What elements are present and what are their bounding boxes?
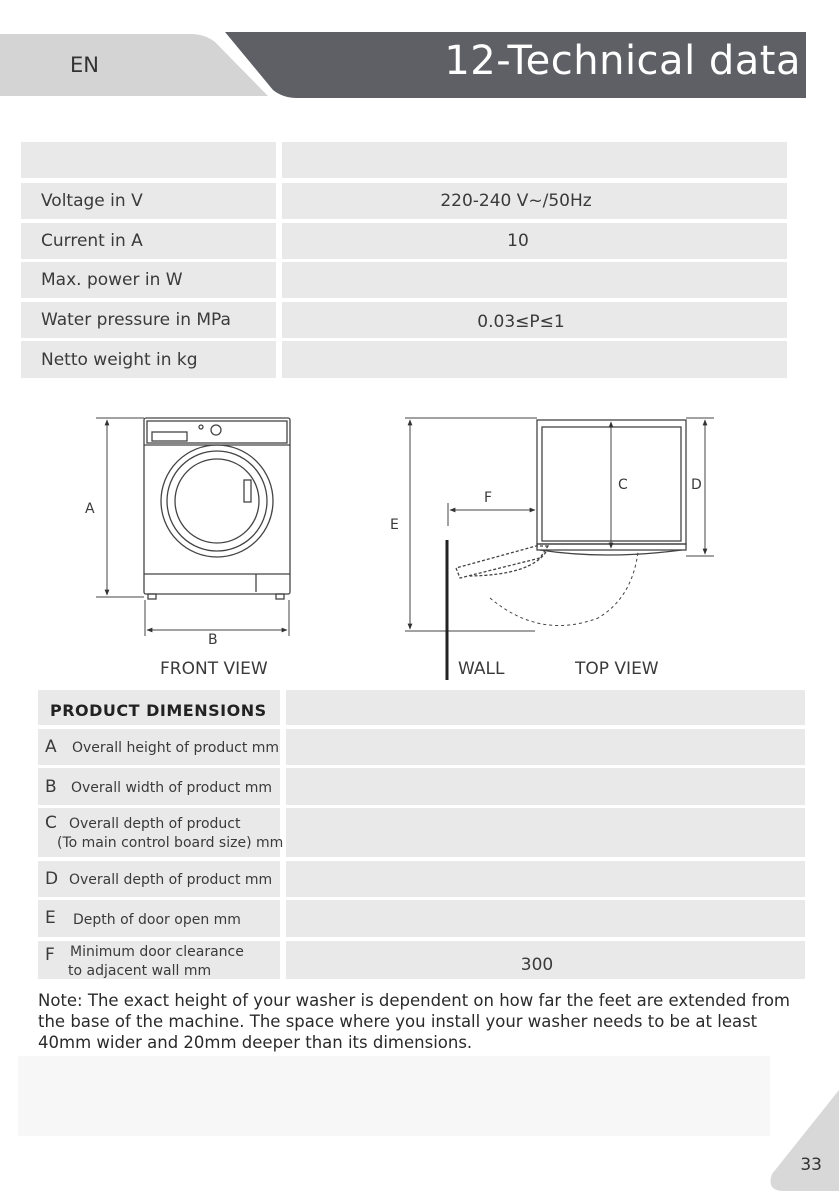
dimension-label-c: C bbox=[618, 477, 628, 493]
spec-label: Water pressure in MPa bbox=[41, 310, 231, 330]
dimension-label: Overall depth of product mm bbox=[69, 872, 273, 888]
dimension-label-f: F bbox=[484, 490, 493, 506]
dimension-label-d: D bbox=[691, 477, 702, 493]
spec-label: Max. power in W bbox=[41, 270, 183, 290]
spec-value: 0.03≤P≤1 bbox=[477, 312, 565, 332]
spec-label: Voltage in V bbox=[41, 191, 143, 211]
spec-value: 10 bbox=[507, 231, 529, 251]
spec-value: 220-240 V~/50Hz bbox=[440, 191, 592, 211]
product-dimensions-heading: PRODUCT DIMENSIONS bbox=[50, 701, 267, 720]
table-row-value-cell bbox=[286, 729, 805, 765]
dimension-letter: D bbox=[45, 869, 59, 889]
dimension-label-b: B bbox=[208, 632, 218, 648]
dimension-letter: A bbox=[45, 737, 57, 757]
blank-panel bbox=[18, 1056, 770, 1136]
dimension-label-continued: (To main control board size) mm bbox=[57, 835, 284, 851]
wall-label: WALL bbox=[458, 659, 505, 679]
spec-label: Netto weight in kg bbox=[41, 350, 198, 370]
table-row-value-cell bbox=[286, 808, 805, 857]
spec-label: Current in A bbox=[41, 231, 143, 251]
dimension-label: Overall height of product mm bbox=[72, 740, 280, 756]
page-title: 12-Technical data bbox=[444, 38, 801, 84]
dimension-label-a: A bbox=[85, 501, 95, 517]
dimension-label-continued: to adjacent wall mm bbox=[68, 963, 212, 979]
spec-header-label-cell bbox=[21, 142, 276, 178]
pd-header-value-cell bbox=[286, 690, 805, 725]
dimension-letter: B bbox=[45, 777, 57, 797]
dimension-label: Overall width of product mm bbox=[71, 780, 273, 796]
washer-front-drawing bbox=[144, 418, 290, 599]
front-view-label: FRONT VIEW bbox=[160, 659, 268, 679]
table-row-value-cell bbox=[282, 341, 787, 378]
spec-header-value-cell bbox=[282, 142, 787, 178]
dimension-letter: F bbox=[45, 945, 55, 965]
dimension-label-e: E bbox=[390, 517, 399, 533]
page-number: 33 bbox=[800, 1155, 822, 1175]
dimension-label: Overall depth of product bbox=[69, 816, 241, 832]
table-row-value-cell bbox=[286, 768, 805, 805]
table-row-value-cell bbox=[286, 861, 805, 897]
installation-note: Note: The exact height of your washer is dependent on how far the feet are extended from the base of the machine. The space where you install your washer needs to be at least 40mm wider and 20mm deeper than its dimensions. bbox=[38, 991, 790, 1052]
top-view-label: TOP VIEW bbox=[575, 659, 659, 679]
language-label: EN bbox=[70, 53, 99, 77]
dimension-label: Minimum door clearance bbox=[70, 944, 244, 960]
dimension-letter: E bbox=[45, 908, 56, 928]
dimension-diagram bbox=[0, 400, 839, 690]
dimension-label: Depth of door open mm bbox=[73, 912, 241, 928]
table-row-value-cell bbox=[286, 900, 805, 937]
table-row-value-cell bbox=[282, 262, 787, 298]
page-corner bbox=[766, 1090, 839, 1191]
dimension-letter: C bbox=[45, 813, 57, 833]
dimension-value: 300 bbox=[520, 955, 554, 975]
